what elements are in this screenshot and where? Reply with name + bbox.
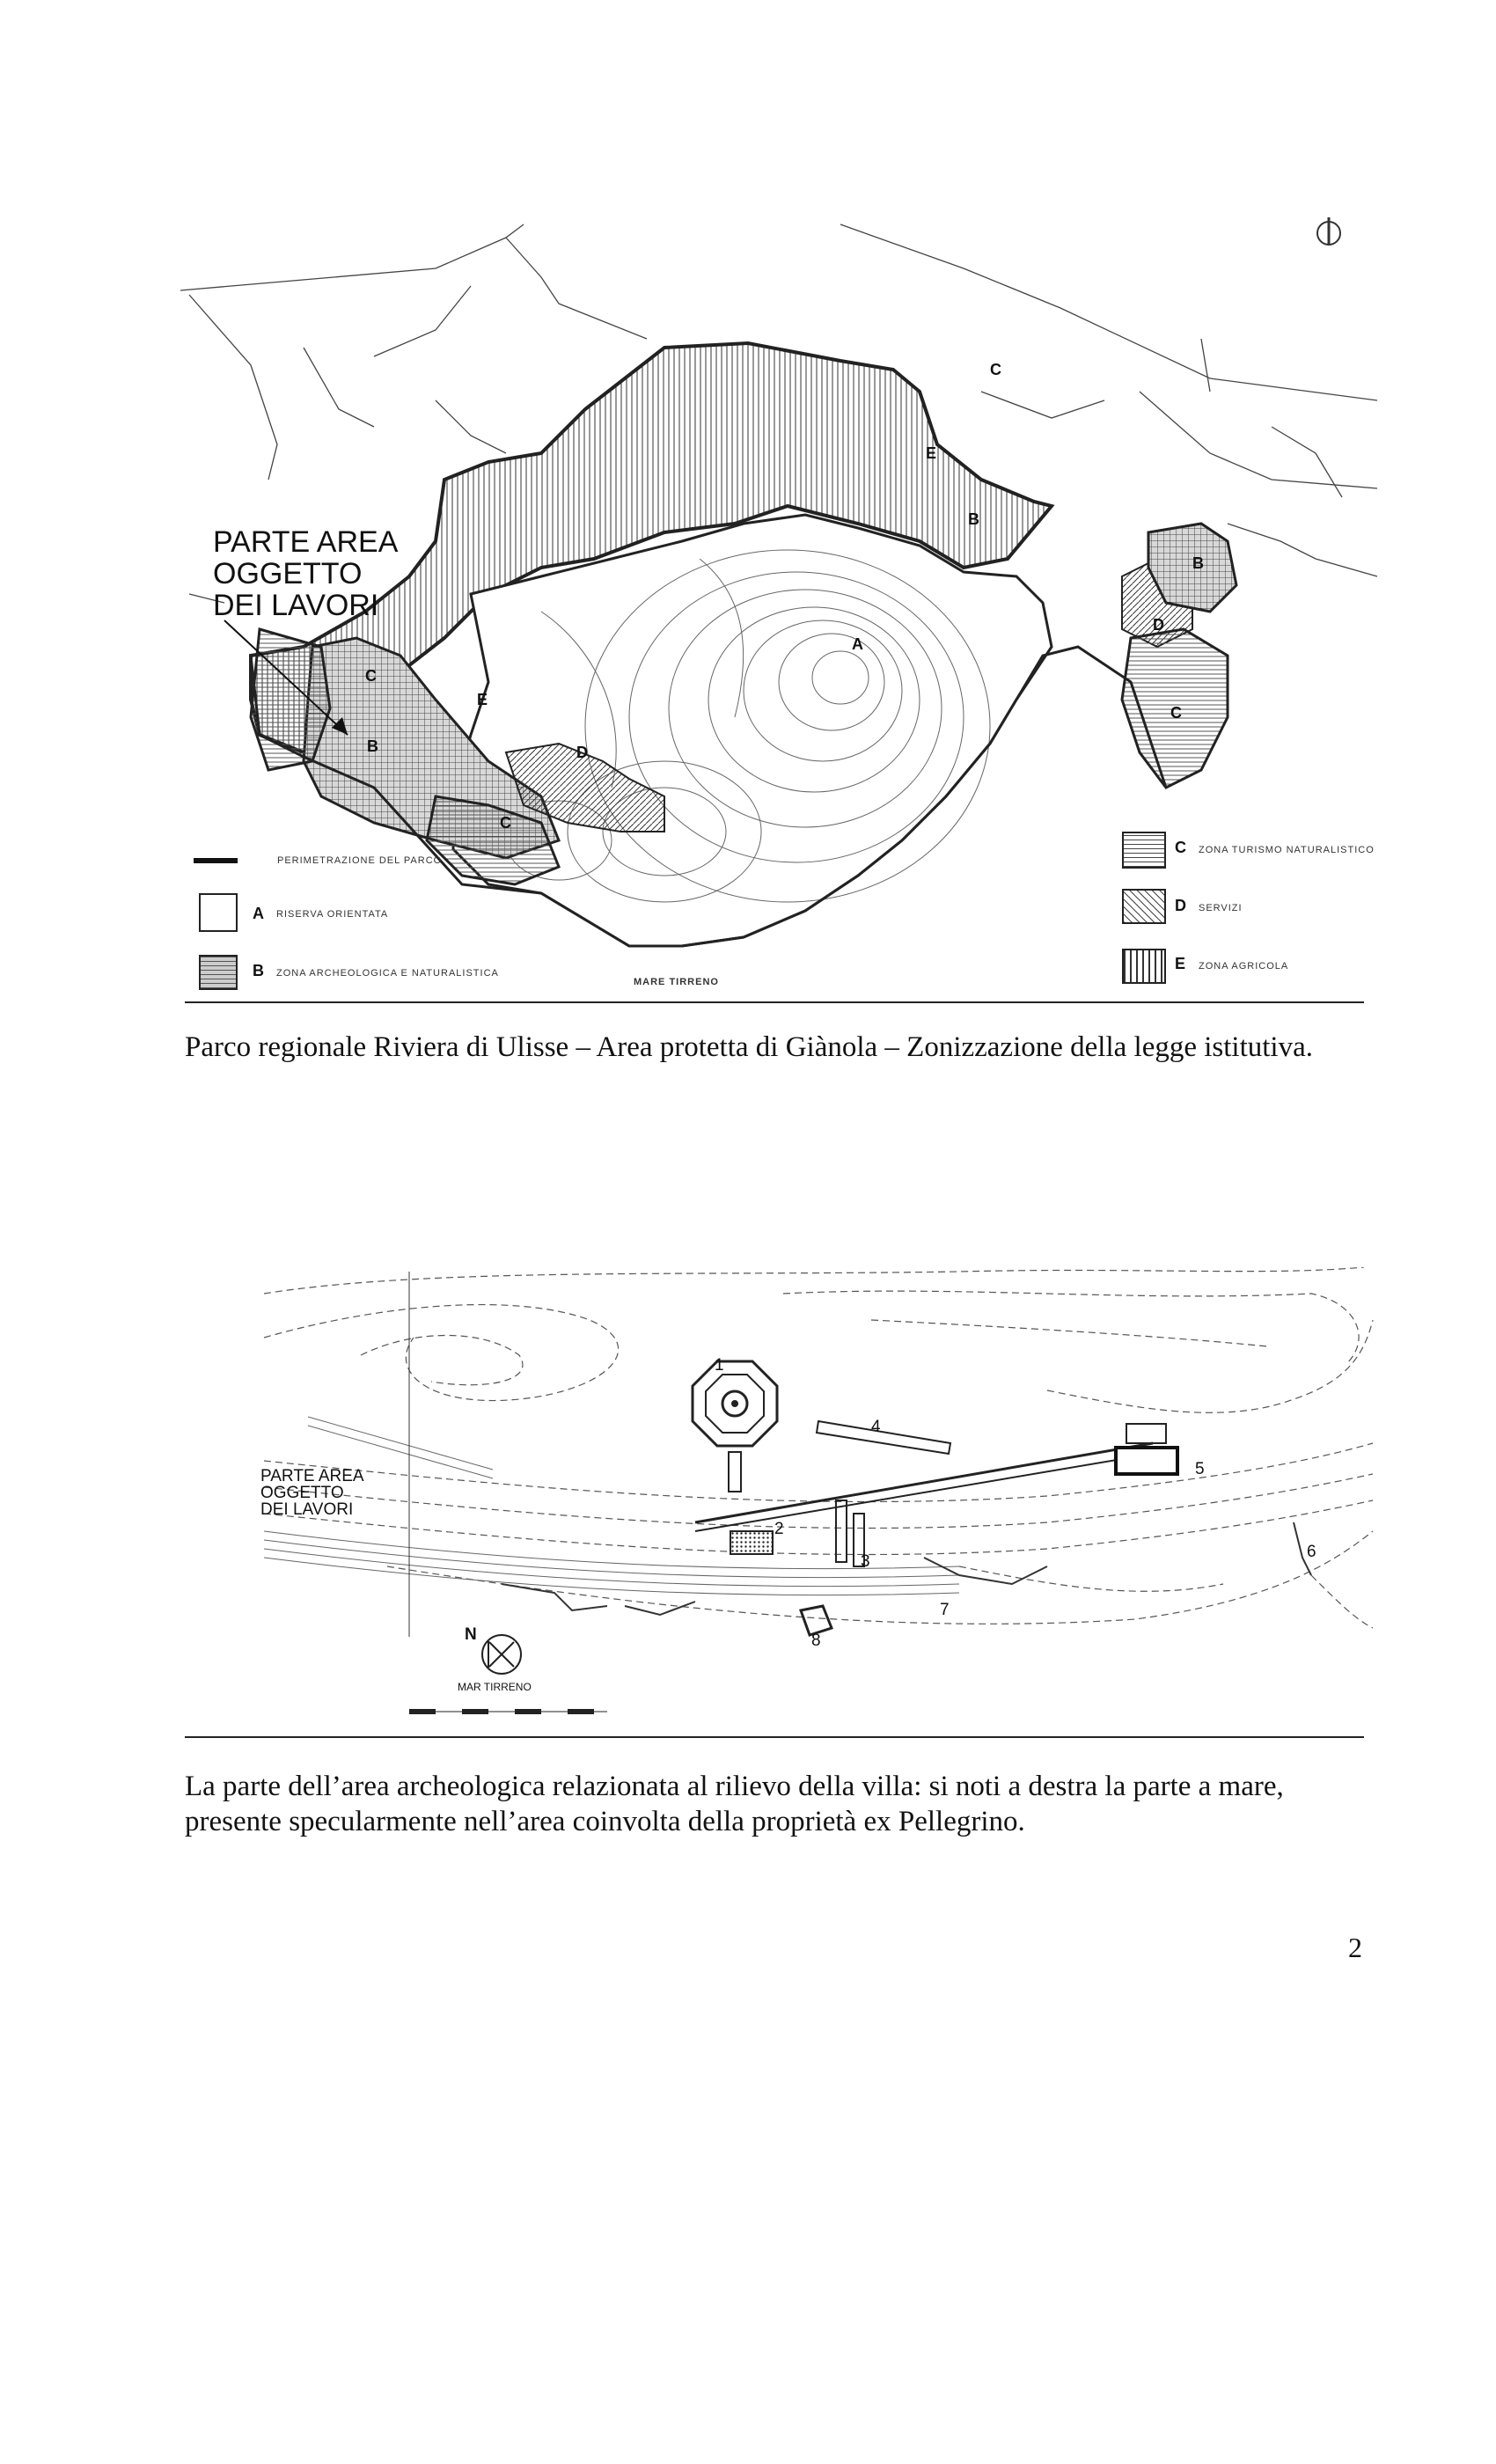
legend-letter-a: A [253, 905, 264, 922]
zone-mark-c: C [500, 814, 511, 832]
zone-mark-d: D [1153, 616, 1164, 634]
villa-survey-map [255, 1267, 1377, 1725]
work-area-callout [213, 526, 398, 621]
work-area-callout [260, 1468, 364, 1518]
zone-mark-b: B [1192, 554, 1204, 572]
legend-letter-d: D [1175, 897, 1186, 914]
zone-mark-a: A [852, 635, 863, 653]
legend-text-c: ZONA TURISMO NATURALISTICO [1199, 845, 1375, 855]
site-number: 2 [774, 1520, 784, 1538]
perimeter-swatch [194, 858, 238, 863]
legend-letter-e: E [1175, 955, 1186, 972]
site-number: 8 [811, 1632, 821, 1650]
legend-perimeter: PERIMETRAZIONE DEL PARCO [277, 855, 443, 866]
figure2-caption [185, 1769, 1399, 1839]
callout-line: OGGETTO [213, 557, 363, 590]
site-number: 1 [715, 1356, 724, 1375]
figure1-caption: Parco regionale Riviera di Ulisse – Area protetta di Giànola – Zonizzazione della legge istitutiva. [185, 1031, 1313, 1063]
legend-swatch-d [1122, 889, 1166, 924]
page-number: 2 [1348, 1932, 1362, 1963]
site-number: 6 [1307, 1543, 1316, 1561]
north-arrow-icon [1317, 217, 1340, 246]
caption-line: La parte dell’area archeologica relazionata al rilievo della villa: si noti a destra la parte a mare, [185, 1771, 1284, 1802]
zone-mark-d: D [576, 744, 588, 761]
sea-label: MAR TIRRENO [458, 1681, 532, 1693]
legend-text-e: ZONA AGRICOLA [1199, 961, 1289, 972]
zone-mark-c: C [1170, 704, 1182, 722]
legend-letter-c: C [1175, 839, 1186, 856]
site-number: 5 [1195, 1460, 1205, 1478]
caption-line: presente specularmente nell’area coinvolta della proprietà ex Pellegrino. [185, 1806, 1025, 1837]
zone-mark-e: E [926, 444, 937, 462]
site-number: 3 [861, 1552, 870, 1571]
legend-swatch-e [1122, 949, 1166, 984]
zone-mark-c: C [990, 361, 1001, 378]
sea-label: MARE TIRRENO [634, 977, 719, 987]
zone-mark-c: C [365, 667, 377, 685]
callout-line: OGGETTO [260, 1484, 344, 1502]
legend-text-d: SERVIZI [1199, 903, 1243, 913]
zone-mark-b: B [968, 510, 979, 528]
callout-line: DEI LAVORI [213, 589, 379, 622]
legend-swatch-b [199, 955, 238, 990]
scale-bar [409, 1709, 607, 1714]
callout-line: PARTE AREA [260, 1467, 364, 1485]
north-label: N [465, 1625, 477, 1644]
villa-survey-drawing [255, 1267, 1377, 1725]
octagonal-building-icon [693, 1361, 777, 1446]
legend-text-b: ZONA ARCHEOLOGICA E NATURALISTICA [276, 968, 499, 979]
site-number: 7 [940, 1601, 950, 1619]
divider [185, 1736, 1364, 1738]
north-arrow-icon [482, 1635, 521, 1674]
divider [185, 1001, 1364, 1003]
zone-mark-e: E [477, 691, 488, 708]
zone-mark-b: B [367, 737, 378, 755]
legend-text-a: RISERVA ORIENTATA [276, 909, 389, 920]
legend-swatch-c [1122, 832, 1166, 869]
callout-line: PARTE AREA [213, 525, 399, 559]
site-number: 4 [871, 1418, 881, 1436]
legend-swatch-a [199, 893, 238, 932]
callout-line: DEI LAVORI [260, 1500, 354, 1519]
legend-letter-b: B [253, 962, 264, 979]
